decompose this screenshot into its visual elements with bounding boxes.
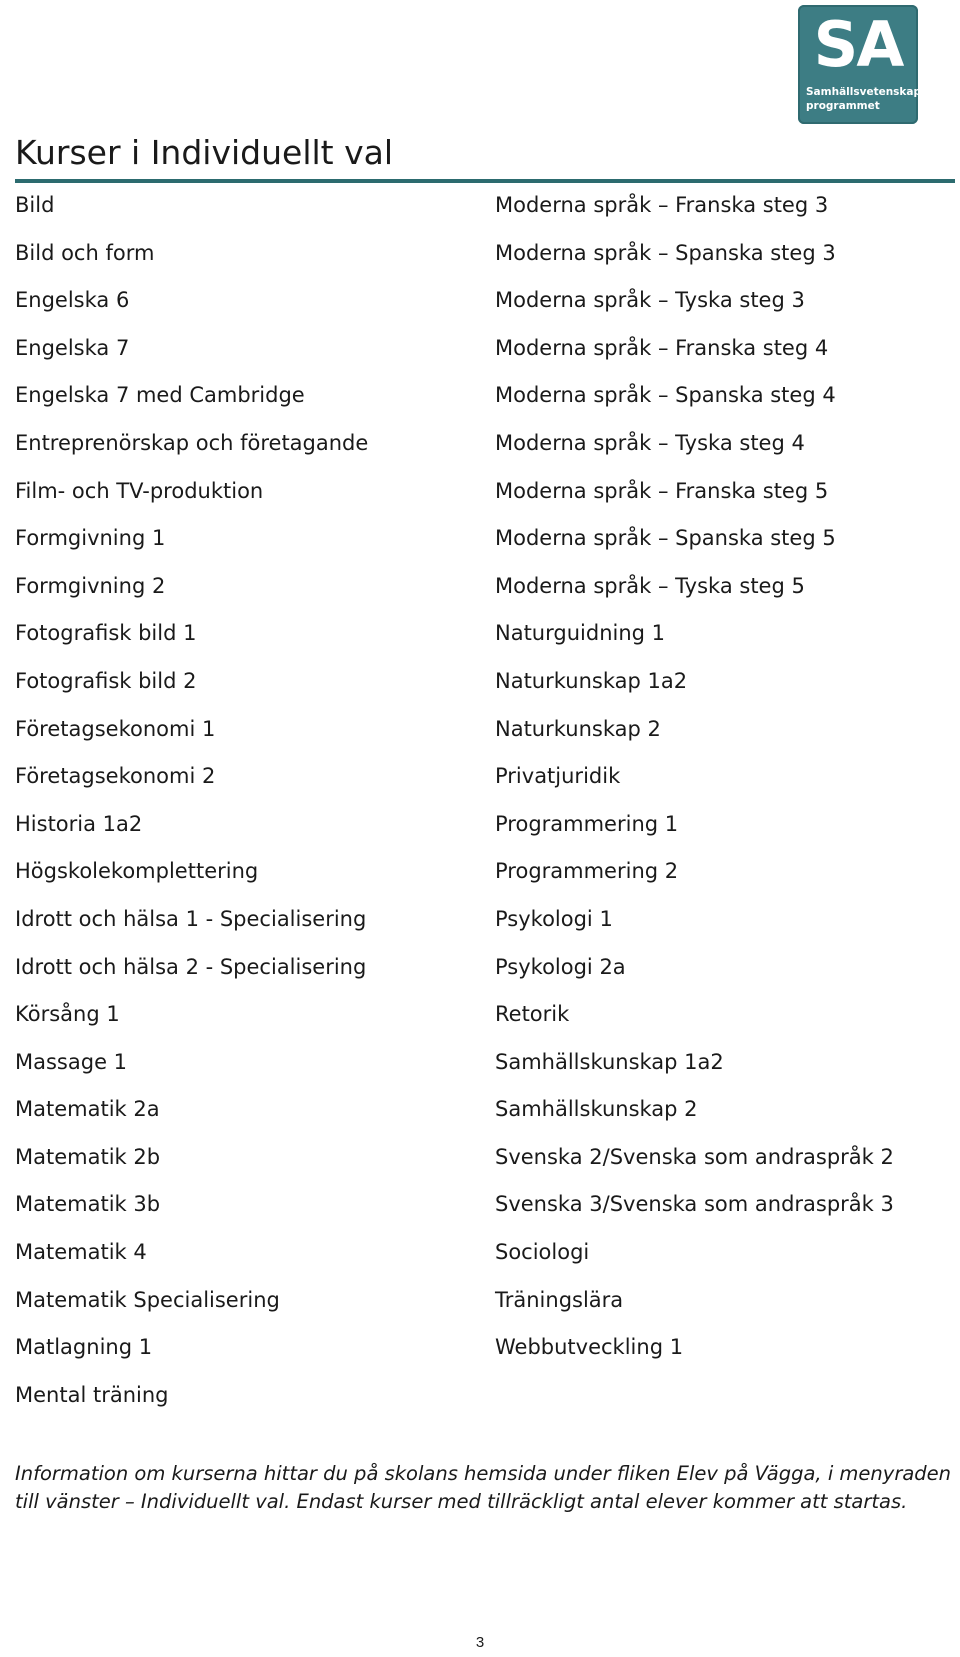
course-item: Moderna språk – Spanska steg 5 xyxy=(495,526,836,551)
course-item: Matlagning 1 xyxy=(15,1335,153,1360)
course-item: Företagsekonomi 1 xyxy=(15,716,216,741)
course-item: Samhällskunskap 2 xyxy=(495,1097,698,1122)
course-item: Engelska 7 xyxy=(15,335,130,360)
course-list-right xyxy=(495,182,955,1372)
page-title: Kurser i Individuellt val xyxy=(15,133,394,172)
course-item: Samhällskunskap 1a2 xyxy=(495,1049,724,1074)
course-item: Privatjuridik xyxy=(495,764,621,789)
course-item: Moderna språk – Tyska steg 3 xyxy=(495,288,805,313)
course-item: Moderna språk – Spanska steg 3 xyxy=(495,240,836,265)
course-item: Engelska 7 med Cambridge xyxy=(15,383,305,408)
course-item: Bild och form xyxy=(15,240,155,265)
course-item: Idrott och hälsa 2 - Specialisering xyxy=(15,954,367,979)
course-item: Matematik 2a xyxy=(15,1097,160,1122)
course-item: Programmering 2 xyxy=(495,859,679,884)
course-item: Moderna språk – Spanska steg 4 xyxy=(495,383,836,408)
course-item: Webbutveckling 1 xyxy=(495,1335,684,1360)
course-item: Körsång 1 xyxy=(15,1002,120,1027)
course-item: Moderna språk – Franska steg 5 xyxy=(495,478,829,503)
course-item: Sociologi xyxy=(495,1240,590,1265)
course-item: Naturkunskap 2 xyxy=(495,716,661,741)
course-item: Träningslära xyxy=(495,1287,624,1312)
info-note: Information om kurserna hittar du på skolans hemsida under fliken Elev på Vägga, i menyraden till vänster – Individuellt val. Endast kurser med tillräckligt antal elever kommer att startas. xyxy=(15,1462,952,1513)
course-item: Moderna språk – Franska steg 3 xyxy=(495,193,829,217)
course-item: Mental träning xyxy=(15,1382,169,1407)
course-item: Formgivning 1 xyxy=(15,526,166,551)
logo-subtitle xyxy=(806,85,932,113)
course-item: Moderna språk – Tyska steg 4 xyxy=(495,430,805,455)
course-item: Moderna språk – Franska steg 4 xyxy=(495,335,829,360)
sa-programme-logo xyxy=(798,5,932,124)
course-item: Retorik xyxy=(495,1002,570,1027)
course-item: Bild xyxy=(15,193,55,217)
logo-subtitle-line1: Samhällsvetenskaps- xyxy=(806,86,932,98)
page-number: 3 xyxy=(475,1634,485,1651)
course-item: Fotografisk bild 1 xyxy=(15,621,197,646)
course-item: Högskolekomplettering xyxy=(15,859,259,884)
course-item: Engelska 6 xyxy=(15,288,130,313)
course-item: Historia 1a2 xyxy=(15,811,143,836)
course-item: Svenska 2/Svenska som andraspråk 2 xyxy=(495,1144,894,1169)
course-item: Naturguidning 1 xyxy=(495,621,666,646)
course-item: Fotografisk bild 2 xyxy=(15,668,197,693)
course-item: Massage 1 xyxy=(15,1049,128,1074)
course-item: Matematik 3b xyxy=(15,1192,161,1217)
course-item: Formgivning 2 xyxy=(15,573,166,598)
course-item: Psykologi 2a xyxy=(495,954,626,979)
course-item: Idrott och hälsa 1 - Specialisering xyxy=(15,906,367,931)
logo-subtitle-line2: programmet xyxy=(806,100,880,112)
course-item: Matematik Specialisering xyxy=(15,1287,280,1312)
course-item: Psykologi 1 xyxy=(495,906,613,931)
logo-letters: SA xyxy=(813,8,903,81)
course-item: Moderna språk – Tyska steg 5 xyxy=(495,573,805,598)
course-item: Programmering 1 xyxy=(495,811,679,836)
course-item: Matematik 4 xyxy=(15,1240,147,1265)
course-item: Entreprenörskap och företagande xyxy=(15,430,369,455)
course-item: Naturkunskap 1a2 xyxy=(495,668,688,693)
course-item: Matematik 2b xyxy=(15,1144,161,1169)
course-item: Svenska 3/Svenska som andraspråk 3 xyxy=(495,1192,894,1217)
course-item: Film- och TV-produktion xyxy=(15,478,264,503)
course-list-left xyxy=(15,182,485,1419)
course-item: Företagsekonomi 2 xyxy=(15,764,216,789)
